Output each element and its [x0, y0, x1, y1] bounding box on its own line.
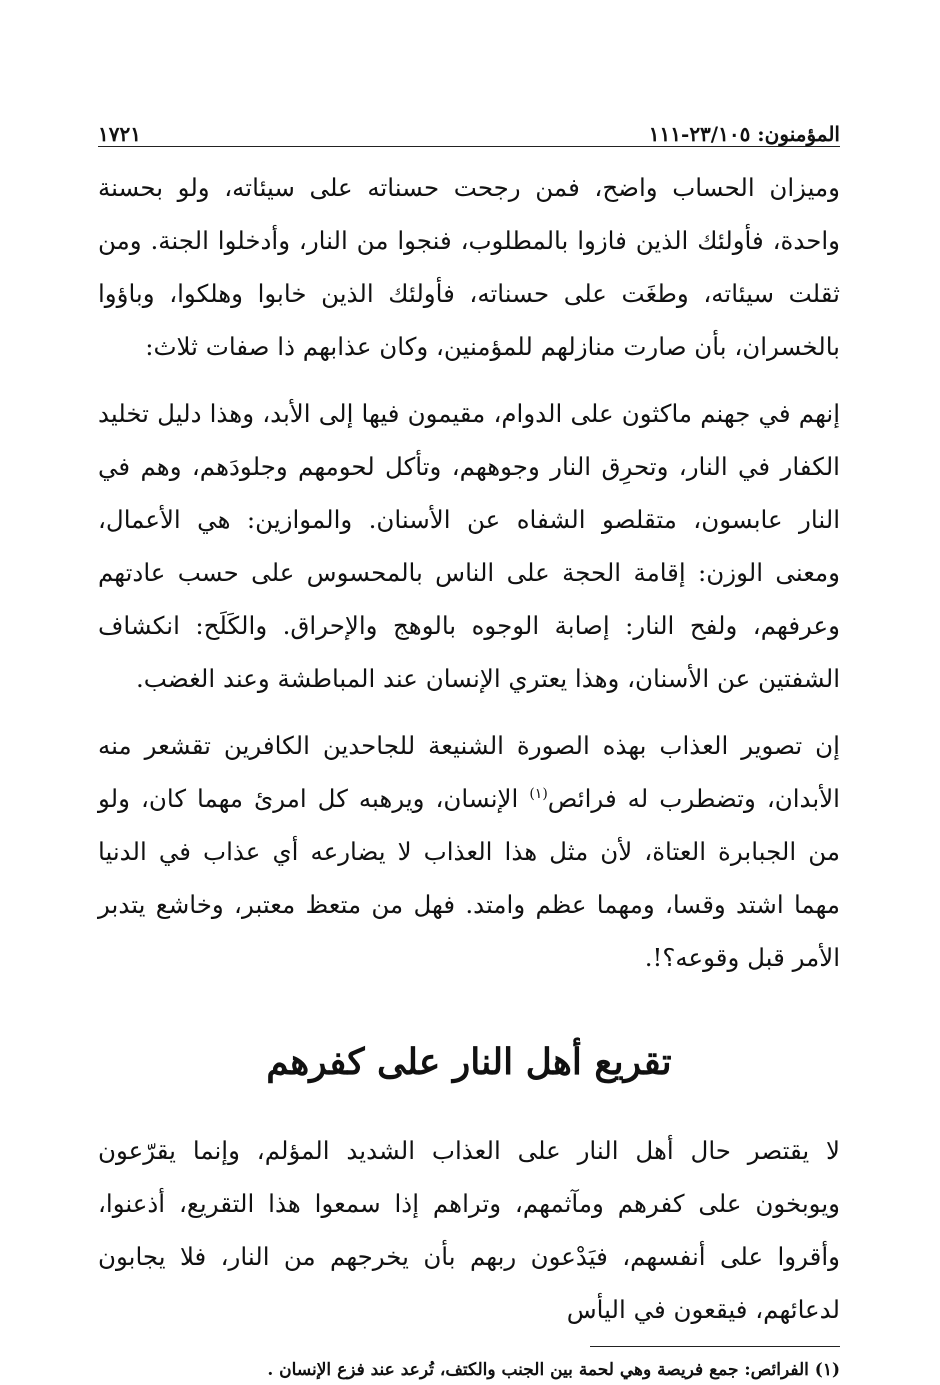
paragraph-2: إنهم في جهنم ماكثون على الدوام، مقيمون فيها إلى الأبد، وهذا دليل تخليد الكفار في النار، وتحرِق النار وجوههم، وتأكل لحومهم وجلودَهم، وهم في النار عابسون، متقلصو الشفاه عن الأسنان. والموازين: هي الأعمال، ومعنى الوزن: إقامة الحجة على الناس بالمحسوس على حسب عادتهم وعرفهم، ولفح النار: إصابة الوجوه بالوهج والإحراق. والكَلَح: انكشاف الشفتين عن الأسنان، وهذا يعتري الإنسان عند المباطشة وعند الغضب. — [98, 399, 840, 693]
body-text — [98, 161, 840, 984]
footnote-reference-mark: (١) — [529, 785, 548, 802]
page-number: ١٧٢١ — [98, 122, 141, 146]
paragraph-3 — [98, 719, 840, 984]
paragraph-1: وميزان الحساب واضح، فمن رجحت حسناته على سيئاته، ولو بحسنة واحدة، فأولئك الذين فازوا بالمطلوب، فنجوا من النار، وأدخلوا الجنة. ومن ثقلت سيئاته، وطغَت على حسناته، فأولئك الذين خابوا وهلكوا، وباؤوا بالخسران، بأن صارت منازلهم للمؤمنين، وكان عذابهم ذا صفات ثلاث: — [98, 173, 840, 361]
paragraph-3-end: الإنسان، ويرهبه كل امرئ مهما كان، ولو من الجبابرة العتاة، لأن مثل هذا العذاب لا يضارعه أي عذاب في الدنيا مهما اشتد وقسا، ومهما عظم وامتد. فهل من متعظ معتبر، وخاشع يتدبر الأمر قبل وقوعه؟!. — [98, 784, 840, 972]
footnote: (١) الفرائص: جمع فريصة وهي لحمة بين الجنب والكتف، تُرعد عند فزع الإنسان . — [267, 1360, 840, 1380]
paragraph-3-start: إن تصوير العذاب بهذه الصورة الشنيعة للجاحدين الكافرين تقشعر منه الأبدان، وتضطرب له فرائص — [98, 731, 840, 813]
section-paragraph: لا يقتصر حال أهل النار على العذاب الشديد المؤلم، وإنما يقرّعون ويوبخون على كفرهم ومآثمهم، وتراهم إذا سمعوا هذا التقريع، أذعنوا، وأقروا على أنفسهم، فيَدْعون ربهم بأن يخرجهم من النار، فلا يجابون لدعائهم، فيقعون في اليأس — [98, 1136, 840, 1324]
surah-reference: المؤمنون: ٢٣/١٠٥-١١١ — [648, 122, 840, 146]
book-page — [98, 112, 840, 1385]
footnote-divider — [590, 1346, 840, 1347]
section-heading: تقريع أهل النار على كفرهم — [266, 1041, 672, 1083]
running-header — [98, 112, 840, 147]
